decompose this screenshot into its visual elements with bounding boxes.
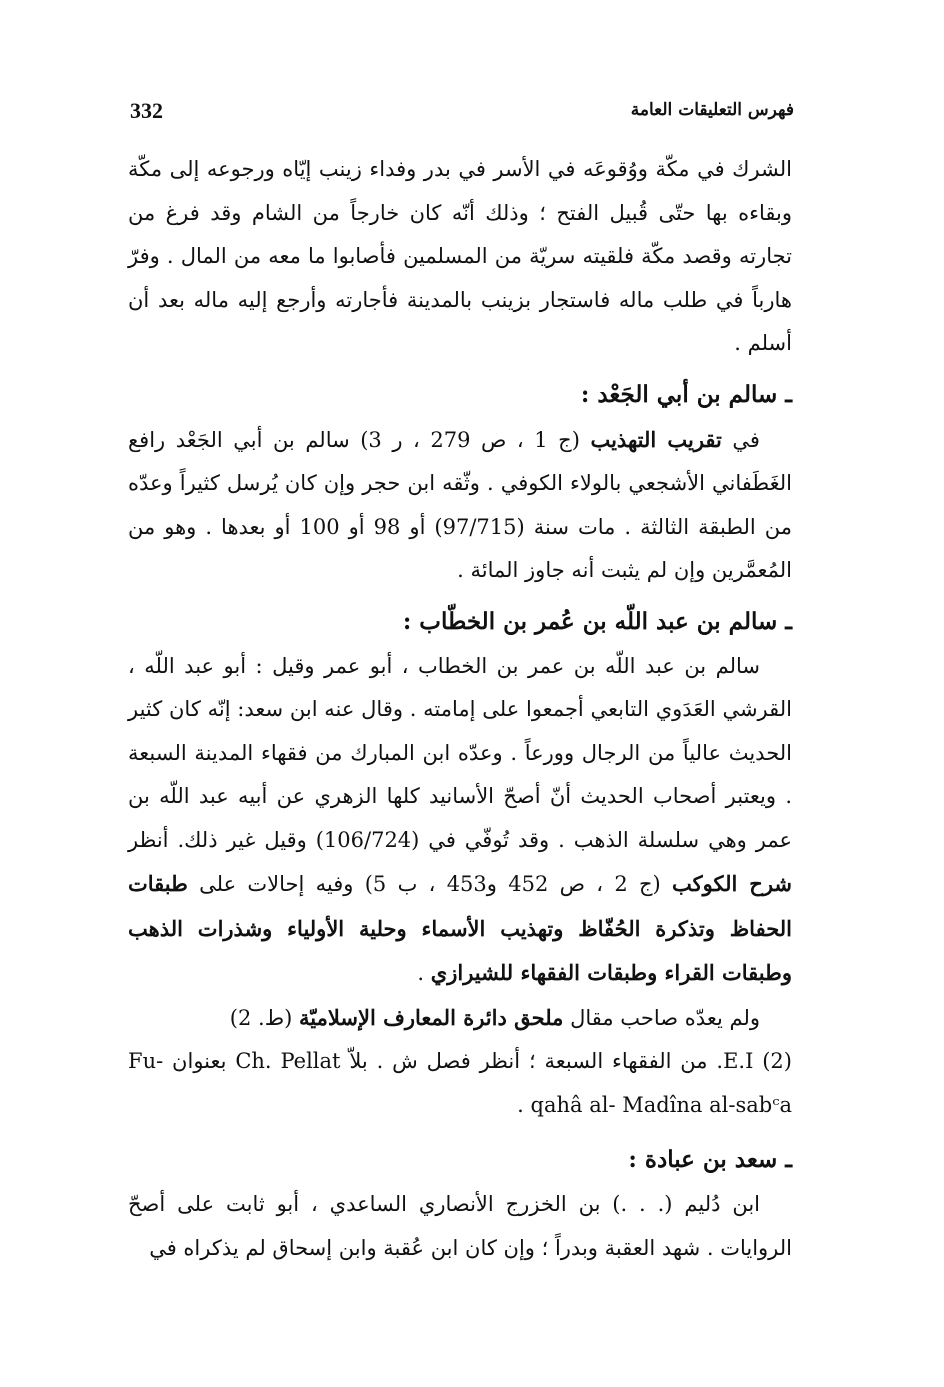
text-fragment: ولم يعدّه صاحب مقال: [563, 1005, 760, 1030]
text-fragment: (2) E.I. من الفقهاء السبعة ؛ أنظر فصل ش . بلاّ: [349, 1049, 792, 1073]
text-fragment: (ج 1 ، ص 279 ، ر 3) سالم بن أبي الجَعْد رافع الغَطَفاني الأشجعي بالولاء الكوفي . وثّقه ابن حجر وإن كان يُرسل كثيراً وعدّه من الطبقة الثالثة . مات سنة (97/715) أو 98 أو 100 أو بعدها . وهو من المُعمَّرين وإن لم يثبت أنه جاوز المائة .: [128, 427, 793, 582]
salim-abi-jaad-paragraph: [128, 418, 792, 593]
text-fragment: (ج 2 ، ص 452 و453 ، ب 5) وفيه إحالات على: [187, 872, 673, 896]
heading-salim-abdallah: ـ سالم بن عبد اللّه بن عُمر بن الخطّاب :: [402, 607, 792, 635]
running-title: فهرس التعليقات العامة: [630, 100, 794, 120]
page-body: [128, 148, 792, 1270]
text-fragment: .: [417, 961, 431, 985]
heading-saad-ubada: ـ سعد بن عبادة :: [628, 1146, 792, 1173]
book-title: تقريب التهذيب: [590, 426, 722, 452]
reference-list: طبقات الحفاظ وتذكرة الحُفّاظ وتهذيب الأسماء وحلية الأولياء وشذرات الذهب وطبقات القراء وطبقات الفقهاء للشيرازي: [128, 871, 792, 985]
text-fragment-latin: Ch. Pellat بعنوان -Fu: [128, 1049, 341, 1073]
page-number: 332: [130, 98, 163, 123]
text-fragment: (ط. 2): [229, 1005, 299, 1030]
saad-ubada-paragraph: ابن دُليم (. . .) بن الخزرج الأنصاري الساعدي ، أبو ثابت على أصحّ الروايات . شهد العقبة وبدراً ؛ وإن كان ابن عُقبة وابن إسحاق لم يذكراه في: [128, 1192, 792, 1260]
salim-abdallah-paragraph: [128, 645, 792, 996]
intro-paragraph: الشرك في مكّة ووُقوعَه في الأسر في بدر وفداء زينب إيّاه ورجوعه إلى مكّة وبقاءه بها حتّى قُبيل الفتح ؛ وذلك أنّه كان خارجاً من الشام وقد فرغ من تجارته وقصد مكّة فلقيته سريّة من المسلمين فأصابوا ما معه من المال . وفرّ هارباً في طلب ماله فاستجار بزينب بالمدينة فأجارته وأرجع إليه ماله بعد أن أسلم .: [128, 157, 792, 355]
text-fragment: سالم بن عبد اللّه بن عمر بن الخطاب ، أبو عمر وقيل : أبو عبد اللّه ، القرشي العَدَوي التابعي أجمعوا على إمامته . وقال عنه ابن سعد: إنّه كان كثير الحديث عالياً من الرجال وورعاً . وعدّه ابن المبارك من فقهاء المدينة السبعة . ويعتبر أصحاب الحديث أنّ أصحّ الأسانيد كلها الزهري عن أبيه عبد اللّه بن عمر وهي سلسلة الذهب . وقد تُوفّي في (106/724) وقيل غير ذلك. أنظر: [128, 653, 792, 852]
salim-abdallah-latin-title: qahâ al- Madîna al-sabᶜa .: [517, 1092, 792, 1117]
encyclopedia-title: ملحق دائرة المعارف الإسلاميّة: [299, 1004, 564, 1030]
salim-abdallah-line-mixed: [128, 1040, 792, 1084]
salim-abdallah-paragraph-2: [128, 996, 792, 1041]
text-fragment: في: [721, 427, 760, 452]
book-title: شرح الكوكب: [672, 871, 793, 896]
page-header: [130, 98, 794, 132]
heading-salim-abi-jaad: ـ سالم بن أبي الجَعْد :: [580, 380, 792, 408]
